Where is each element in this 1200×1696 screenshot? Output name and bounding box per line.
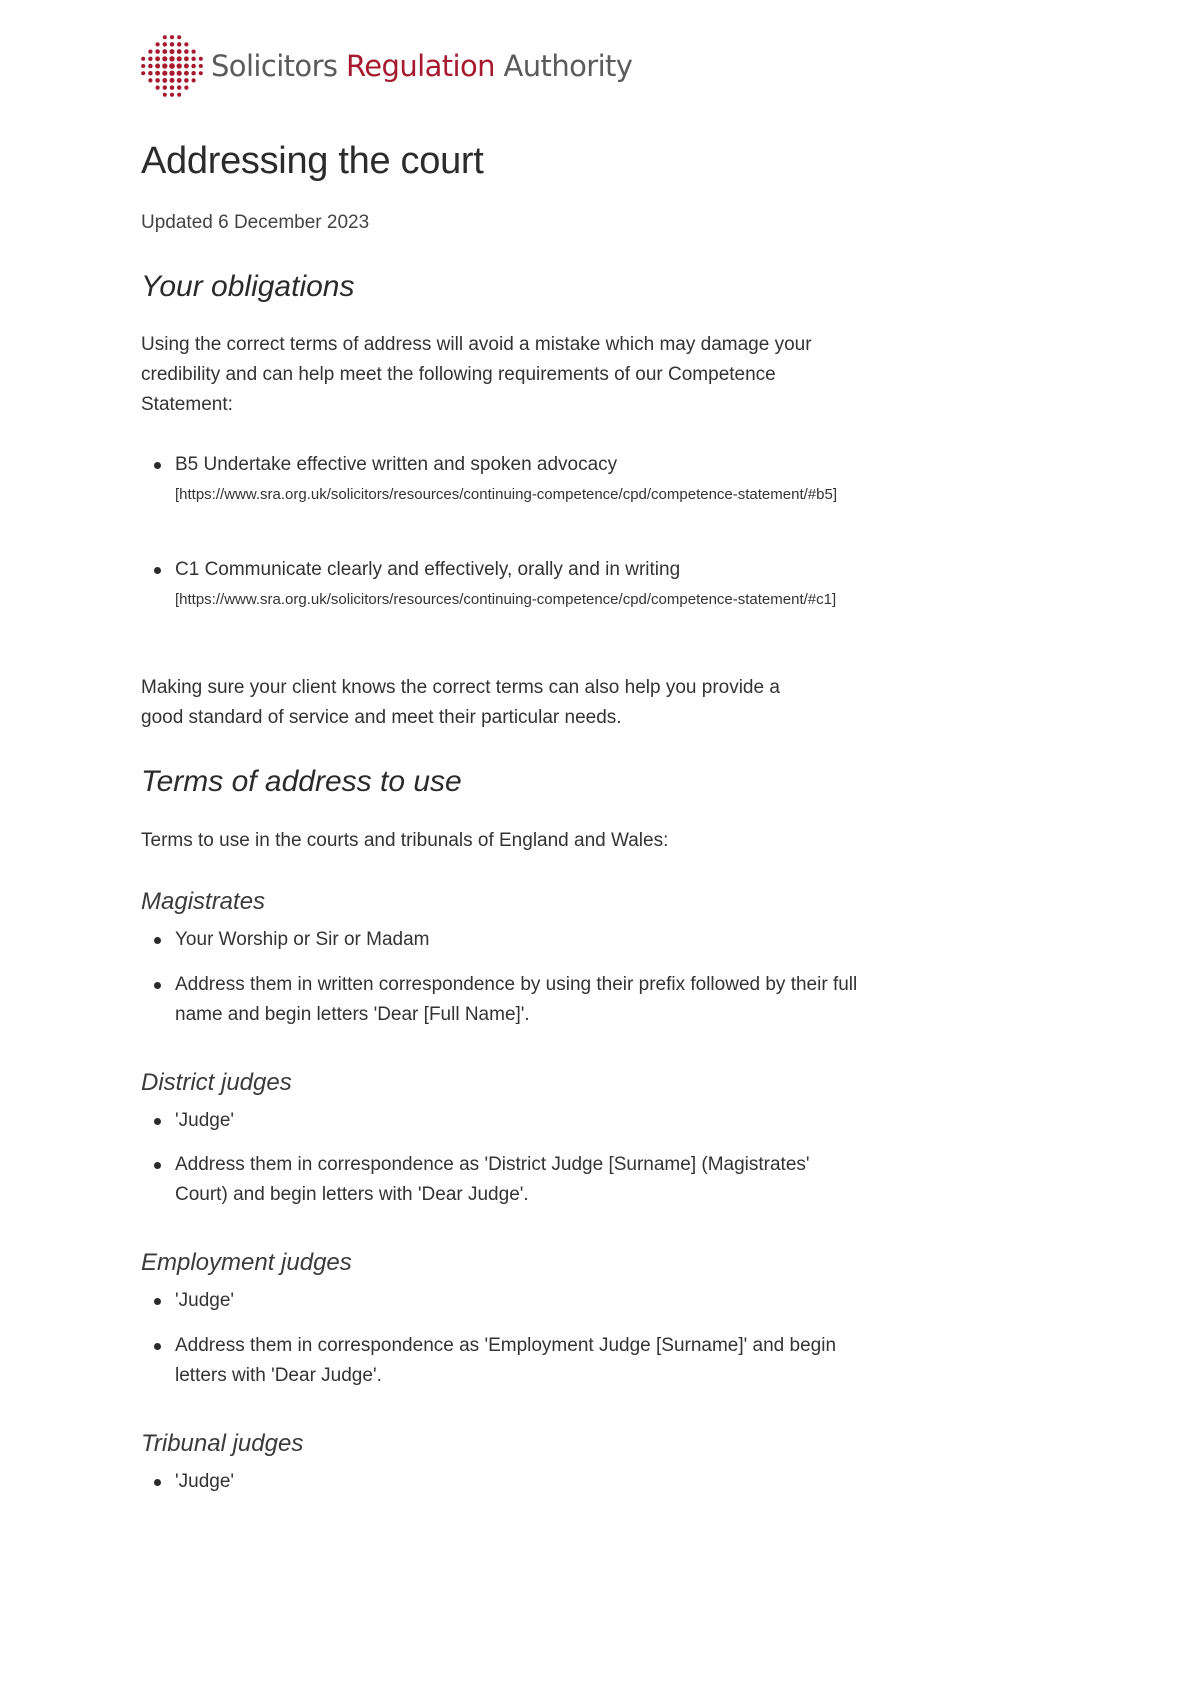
updated-date: Updated 6 December 2023	[141, 212, 370, 233]
tribunal-judges-list	[141, 1467, 861, 1497]
logo-word-regulation: Regulation	[346, 48, 495, 83]
heading-district-judges: District judges	[141, 1069, 292, 1096]
dotted-globe-icon	[141, 35, 203, 97]
district-judges-list-2	[141, 1150, 861, 1210]
list-item: Address them in written correspondence by using their prefix followed by their full name and begin letters 'Dear [Full Name]'.	[141, 970, 861, 1030]
district-judges-list	[141, 1106, 861, 1136]
competence-c1-link[interactable]: [https://www.sra.org.uk/solicitors/resources/continuing-competence/cpd/competence-statement/#c1]	[175, 591, 837, 608]
list-item	[141, 450, 861, 510]
competence-b5-text: B5 Undertake effective written and spoken advocacy	[175, 454, 618, 475]
heading-tribunal-judges: Tribunal judges	[141, 1430, 304, 1457]
obligations-intro: Using the correct terms of address will avoid a mistake which may damage your credibility and can help meet the following requirements of our Competence Statement:	[141, 334, 812, 415]
list-item	[141, 555, 861, 615]
sra-logo	[141, 36, 632, 96]
obligations-outro: Making sure your client knows the correct terms can also help you provide a good standard of service and meet their particular needs.	[141, 677, 780, 728]
list-item: Your Worship or Sir or Madam	[141, 925, 861, 955]
heading-magistrates: Magistrates	[141, 888, 266, 915]
page-title: Addressing the court	[141, 140, 484, 182]
competence-list	[141, 450, 861, 510]
competence-list-2	[141, 555, 861, 615]
terms-intro: Terms to use in the courts and tribunals of England and Wales:	[141, 830, 669, 851]
list-item: Address them in correspondence as 'District Judge [Surname] (Magistrates' Court) and begin letters with 'Dear Judge'.	[141, 1150, 861, 1210]
list-item: 'Judge'	[141, 1467, 861, 1497]
list-item: 'Judge'	[141, 1286, 861, 1316]
competence-c1-text: C1 Communicate clearly and effectively, orally and in writing	[175, 559, 681, 580]
heading-terms-of-address: Terms of address to use	[141, 765, 462, 798]
employment-judges-list	[141, 1286, 861, 1316]
heading-employment-judges: Employment judges	[141, 1249, 352, 1276]
magistrates-list-2	[141, 970, 861, 1030]
employment-judges-list-2	[141, 1331, 861, 1391]
list-item: 'Judge'	[141, 1106, 861, 1136]
magistrates-list	[141, 925, 861, 955]
logo-wordmark	[211, 48, 633, 83]
heading-your-obligations: Your obligations	[141, 270, 355, 303]
logo-word-authority: Authority	[503, 48, 633, 83]
competence-b5-link[interactable]: [https://www.sra.org.uk/solicitors/resources/continuing-competence/cpd/competence-statement/#b5]	[175, 486, 837, 503]
logo-word-solicitors: Solicitors	[211, 48, 338, 83]
list-item: Address them in correspondence as 'Employment Judge [Surname]' and begin letters with 'Dear Judge'.	[141, 1331, 861, 1391]
